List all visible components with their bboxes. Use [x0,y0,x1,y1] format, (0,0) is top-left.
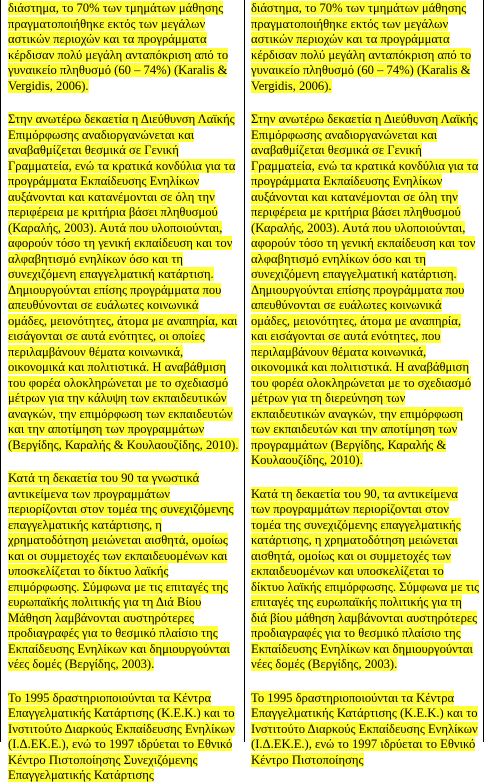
highlighted-text: Το 1995 δραστηριοποιούνται τα Κέντρα Επαγγελματικής Κατάρτισης (Κ.Ε.Κ.) και το Ινστιτούτο Διαρκούς Εκπαίδευσης Ενηλίκων (Ι.Δ.ΕΚ.Ε.), ενώ το 1997 ιδρύεται το Εθνικό Κέντρο Πιστοποίησης [251,690,478,767]
paragraph [8,1,240,94]
paragraph [251,1,480,94]
left-column [2,0,244,782]
right-column [244,0,484,767]
highlighted-text: διάστημα, το 70% των τμημάτων μάθησης πραγματοποιήθηκε εκτός των μεγάλων αστικών περιοχών και τα προγράμματα κέρδισαν πολύ μεγάλη ανταπόκριση από το γυναικείο πληθυσμό (60 – 74%) (Karalis & Vergidis, 2006). [8,1,229,93]
paragraph [8,691,240,784]
highlighted-text: Κατά τη δεκαετία του 90 τα γνωστικά αντικείμενα των προγραμμάτων περιορίζονται στον τομέα της συνεχιζόμενης επαγγελματικής κατάρτισης, η χρηματοδότηση μειώνεται αισθητά, ομοίως και οι συμμετοχές των εκπαιδευομένων και υποσκελίζεται το δίκτυο λαϊκής επιμόρφωσης. Σύμφωνα με τις επιταγές της ευρωπαϊκής πολιτικής για τη Διά Βίου Μάθηση λαμβάνονται αυστηρότερες προδιαγραφές για το θεσμικό πλαίσιο της Εκπαίδευσης Ενηλίκων και δημιουργούνται νέες δομές (Βεργίδης, 2003). [8,471,234,671]
paragraph [251,112,480,469]
highlighted-text: διάστημα, το 70% των τμημάτων μάθησης πραγματοποιήθηκε εκτός των μεγάλων αστικών περιοχών και τα προγράμματα κέρδισαν πολύ μεγάλη ανταπόκριση από το γυναικείο πληθυσμό (60 – 74%) (Karalis & Vergidis, 2006). [251,1,472,93]
highlighted-text: Κατά τη δεκαετία του 90, τα αντικείμενα των προγραμμάτων περιορίζονται στον τομέα της συνεχιζόμενης επαγγελματικής κατάρτισης, η χρηματοδότηση μειώνεται αισθητά, ομοίως και οι συμμετοχές των εκπαιδευομένων και υποσκελίζεται το δίκτυο λαϊκής επιμόρφωσης. Σύμφωνα με τις επιταγές της ευρωπαϊκής πολιτικής για τη διά βίου μάθηση λαμβάνονται αυστηρότερες προδιαγραφές για το θεσμικό πλαίσιο της Εκπαίδευσης Ενηλίκων και δημιουργούνται νέες δομές (Βεργίδης, 2003). [251,486,480,671]
paragraph [251,691,480,769]
highlighted-text: Το 1995 δραστηριοποιούνται τα Κέντρα Επαγγελματικής Κατάρτισης (Κ.Ε.Κ.) και το Ινστιτούτο Διαρκούς Εκπαίδευσης Ενηλίκων (Ι.Δ.ΕΚ.Ε.), ενώ το 1997 ιδρύεται το Εθνικό Κέντρο Πιστοποίησης Συνεχιζόμενης Επαγγελματικής Κατάρτισης [8,690,235,782]
paragraph [8,471,240,673]
highlighted-text: Στην ανωτέρω δεκαετία η Διεύθυνση Λαϊκής Επιμόρφωσης αναδιοργανώνεται και αναβαθμίζεται θεσμικά σε Γενική Γραμματεία, ενώ τα κρατικά κονδύλια για τα προγράμματα Εκπαίδευσης Ενηλίκων αυξάνονται και κατανέμονται σε όλη την περιφέρεια με κριτήρια βάσει πληθυσμού (Καραλής, 2003). Αυτά που υλοποιούνται, αφορούν τόσο τη γενική εκπαίδευση και τον αλφαβητισμό ενηλίκων όσο και τη συνεχιζόμενη επαγγελματική κατάρτιση. Δημιουργούνται επίσης προγράμματα που απευθύνονται σε ευάλωτες κοινωνικά ομάδες, μειονότητες, άτομα με αναπηρία, και εισάγονται σε αυτά ενότητες, που περιλαμβάνουν θέματα κοινωνικά, οικονομικά και πολιτιστικά. Η αναβάθμιση του φορέα ολοκληρώνεται με το σχεδιασμό μέτρων για τη διερεύνηση των εκπαιδευτικών αναγκών, την επιμόρφωση των εκπαιδευτών και την αποτίμηση των προγραμμάτων (Βεργίδης, Καραλής & Κουλαουζίδης, 2010). [251,112,479,467]
paragraph [251,487,480,673]
paragraph [8,112,240,453]
highlighted-text: Στην ανωτέρω δεκαετία η Διεύθυνση Λαϊκής Επιμόρφωσης αναδιοργανώνεται και αναβαθμίζεται θεσμικά σε Γενική Γραμματεία, ενώ τα κρατικά κονδύλια για τα προγράμματα Εκπαίδευσης Ενηλίκων αυξάνονται και κατανέμονται σε όλη την περιφέρεια με κριτήρια βάσει πληθυσμού (Καραλής, 2003). Αυτά που υλοποιούνται, αφορούν τόσο τη γενική εκπαίδευση και τον αλφαβητισμό ενηλίκων όσο και τη συνεχιζόμενη επαγγελματική κατάρτιση. Δημιουργούνται επίσης προγράμματα που απευθύνονται σε ευάλωτες κοινωνικά ομάδες, μειονότητες, άτομα με αναπηρία, και εισάγονται σε αυτά ενότητες, οι οποίες περιλαμβάνουν θέματα κοινωνικά, οικονομικά και πολιτιστικά. Η αναβάθμιση του φορέα ολοκληρώνεται με το σχεδιασμό μέτρων για την κάλυψη των εκπαιδευτικών αναγκών, την επιμόρφωση των εκπαιδευτών και την αποτίμηση των προγραμμάτων (Βεργίδης, Καραλής & Κουλαουζίδης, 2010). [8,112,239,452]
